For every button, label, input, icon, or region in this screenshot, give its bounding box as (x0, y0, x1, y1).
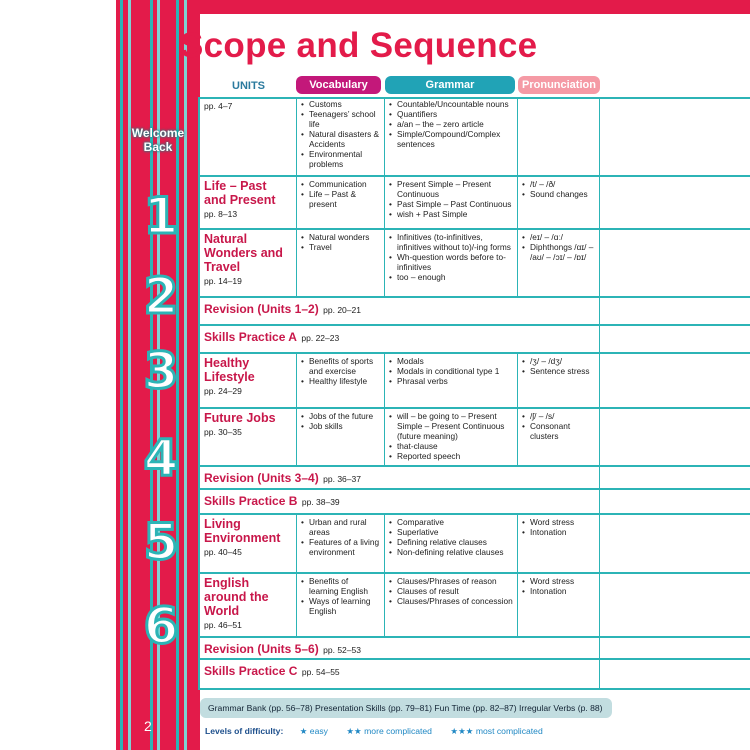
list-item: • Customs (301, 99, 380, 109)
empty-cell (600, 326, 750, 352)
unit-number: 4 (143, 429, 179, 487)
empty-cell (600, 409, 750, 465)
vocabulary-cell (297, 515, 385, 572)
appendix-bar: Grammar Bank (pp. 56–78) Presentation Skills (pp. 79–81) Fun Time (pp. 82–87) Irregular Verbs (p. 88) (200, 698, 612, 718)
page-title: Scope and Sequence (180, 26, 538, 65)
pronunciation-cell (518, 230, 600, 296)
unit-cell: Natural Wonders and Travel pp. 14–19 (200, 230, 297, 296)
list-item: • Wh-question words before to-infinitives (389, 252, 513, 272)
list-item: • Job skills (301, 421, 380, 431)
list-item: • Word stress (522, 517, 595, 527)
table-row (200, 298, 750, 326)
list-item: • Teenagers’ school life (301, 109, 380, 129)
pronunciation-cell (518, 177, 600, 228)
vocabulary-cell (297, 230, 385, 296)
list-item: • Word stress (522, 576, 595, 586)
list-item: • Phrasal verbs (389, 376, 513, 386)
difficulty-label: Levels of difficulty: (205, 726, 284, 736)
list-item: • Communication (301, 179, 380, 189)
list-item: • Reported speech (389, 451, 513, 461)
grammar-cell (385, 97, 518, 175)
unit-number: 5 (143, 513, 179, 571)
vocabulary-cell (297, 409, 385, 465)
list-item: • Sentence stress (522, 366, 595, 376)
grammar-cell (385, 354, 518, 407)
grammar-cell (385, 409, 518, 465)
skills-practice-cell: Skills Practice A pp. 22–23 (200, 326, 600, 352)
unit-cell: Healthy Lifestyle pp. 24–29 (200, 354, 297, 407)
revision-cell: Revision (Units 1–2) pp. 20–21 (200, 298, 600, 324)
list-item: • /t/ – /ð/ (522, 179, 595, 189)
list-item: • Intonation (522, 586, 595, 596)
list-item: • Comparative (389, 517, 513, 527)
table-row (200, 490, 750, 515)
list-item: • Clauses/Phrases of reason (389, 576, 513, 586)
unit-cell: Living Environment pp. 40–45 (200, 515, 297, 572)
decor-line (128, 0, 131, 750)
table-row (200, 638, 750, 660)
empty-cell (600, 298, 750, 324)
list-item: • a/an – the – zero article (389, 119, 513, 129)
table-row (200, 515, 750, 574)
list-item: • Travel (301, 242, 380, 252)
decor-line (120, 0, 123, 750)
unit-number: 6 (143, 597, 179, 655)
pronunciation-cell (518, 515, 600, 572)
top-red-strip (200, 0, 750, 14)
list-item: • Sound changes (522, 189, 595, 199)
table-row (200, 177, 750, 230)
list-item: • Superlative (389, 527, 513, 537)
list-item: • that-clause (389, 441, 513, 451)
table-row (200, 660, 750, 688)
empty-cell (600, 354, 750, 407)
unit-cell: English around the World pp. 46–51 (200, 574, 297, 636)
list-item: • Benefits of sports and exercise (301, 356, 380, 376)
list-item: • Defining relative clauses (389, 537, 513, 547)
pronunciation-cell (518, 409, 600, 465)
revision-cell: Revision (Units 5–6) pp. 52–53 (200, 638, 600, 658)
level-easy: ★ easy (299, 726, 328, 736)
list-item: • Life – Past & present (301, 189, 380, 209)
list-item: • Natural wonders (301, 232, 380, 242)
revision-cell: Revision (Units 3–4) pp. 36–37 (200, 467, 600, 488)
list-item: • Jobs of the future (301, 411, 380, 421)
list-item: • /eɪ/ – /ɑː/ (522, 232, 595, 242)
empty-cell (600, 467, 750, 488)
empty-cell (600, 177, 750, 228)
table-row (200, 574, 750, 638)
page-number: 2 (144, 718, 152, 734)
empty-cell (600, 660, 750, 688)
unit-number: 3 (143, 342, 179, 400)
empty-cell (600, 490, 750, 513)
grammar-cell (385, 177, 518, 228)
list-item: • Environmental problems (301, 149, 380, 169)
vocabulary-cell (297, 97, 385, 175)
list-item: • Countable/Uncountable nouns (389, 99, 513, 109)
table-row (200, 230, 750, 298)
empty-cell (600, 638, 750, 658)
welcome-back-label: Welcome Back (131, 126, 185, 154)
list-item: • Intonation (522, 527, 595, 537)
table-row (200, 409, 750, 467)
grammar-cell (385, 574, 518, 636)
pronunciation-cell (518, 354, 600, 407)
units-label: UNITS (232, 80, 265, 92)
list-item: • Past Simple – Past Continuous (389, 199, 513, 209)
empty-cell (600, 574, 750, 636)
table-row (200, 97, 750, 177)
list-item: • Natural disasters & Accidents (301, 129, 380, 149)
list-item: • Ways of learning English (301, 596, 380, 616)
list-item: • Urban and rural areas (301, 517, 380, 537)
grammar-header: Grammar (385, 76, 515, 94)
list-item: • Simple/Compound/Complex sentences (389, 129, 513, 149)
list-item: • Consonant clusters (522, 421, 595, 441)
unit-cell: pp. 4–7 (200, 97, 297, 175)
list-item: • Diphthongs /ɑɪ/ – /aʊ/ – /ɔɪ/ – /ɒɪ/ (522, 242, 595, 262)
list-item: • Clauses of result (389, 586, 513, 596)
list-item: • Modals in conditional type 1 (389, 366, 513, 376)
table-row (200, 467, 750, 490)
vocabulary-cell (297, 354, 385, 407)
empty-cell (600, 97, 750, 175)
list-item: • Modals (389, 356, 513, 366)
vocabulary-cell (297, 574, 385, 636)
list-item: • Present Simple – Present Continuous (389, 179, 513, 199)
list-item: • wish + Past Simple (389, 209, 513, 219)
list-item: • Non-defining relative clauses (389, 547, 513, 557)
table-row (200, 326, 750, 354)
pronunciation-cell (518, 97, 600, 175)
list-item: • Features of a living environment (301, 537, 380, 557)
pronunciation-header: Pronunciation (518, 76, 600, 94)
list-item: • Infinitives (to-infinitives, infinitives without to)/-ing forms (389, 232, 513, 252)
list-item: • Benefits of learning English (301, 576, 380, 596)
grammar-cell (385, 515, 518, 572)
vocabulary-cell (297, 177, 385, 228)
unit-number: 2 (143, 267, 179, 325)
unit-cell: Future Jobs pp. 30–35 (200, 409, 297, 465)
skills-practice-cell: Skills Practice C pp. 54–55 (200, 660, 600, 688)
empty-cell (600, 230, 750, 296)
difficulty-legend (205, 726, 559, 737)
empty-cell (600, 515, 750, 572)
list-item: • will – be going to – Present Simple – Present Continuous (future meaning) (389, 411, 513, 441)
list-item: • too – enough (389, 272, 513, 282)
level-more: ★★ more complicated (346, 726, 432, 736)
vocabulary-header: Vocabulary (296, 76, 381, 94)
list-item: • Healthy lifestyle (301, 376, 380, 386)
table-row (200, 354, 750, 409)
list-item: • /ʒ/ – /dʒ/ (522, 356, 595, 366)
list-item: • /ʃ/ – /s/ (522, 411, 595, 421)
grammar-cell (385, 230, 518, 296)
unit-cell: Life – Past and Present pp. 8–13 (200, 177, 297, 228)
list-item: • Quantifiers (389, 109, 513, 119)
pronunciation-cell (518, 574, 600, 636)
list-item: • Clauses/Phrases of concession (389, 596, 513, 606)
level-most: ★★★ most complicated (450, 726, 543, 736)
skills-practice-cell: Skills Practice B pp. 38–39 (200, 490, 600, 513)
unit-number: 1 (143, 187, 179, 245)
